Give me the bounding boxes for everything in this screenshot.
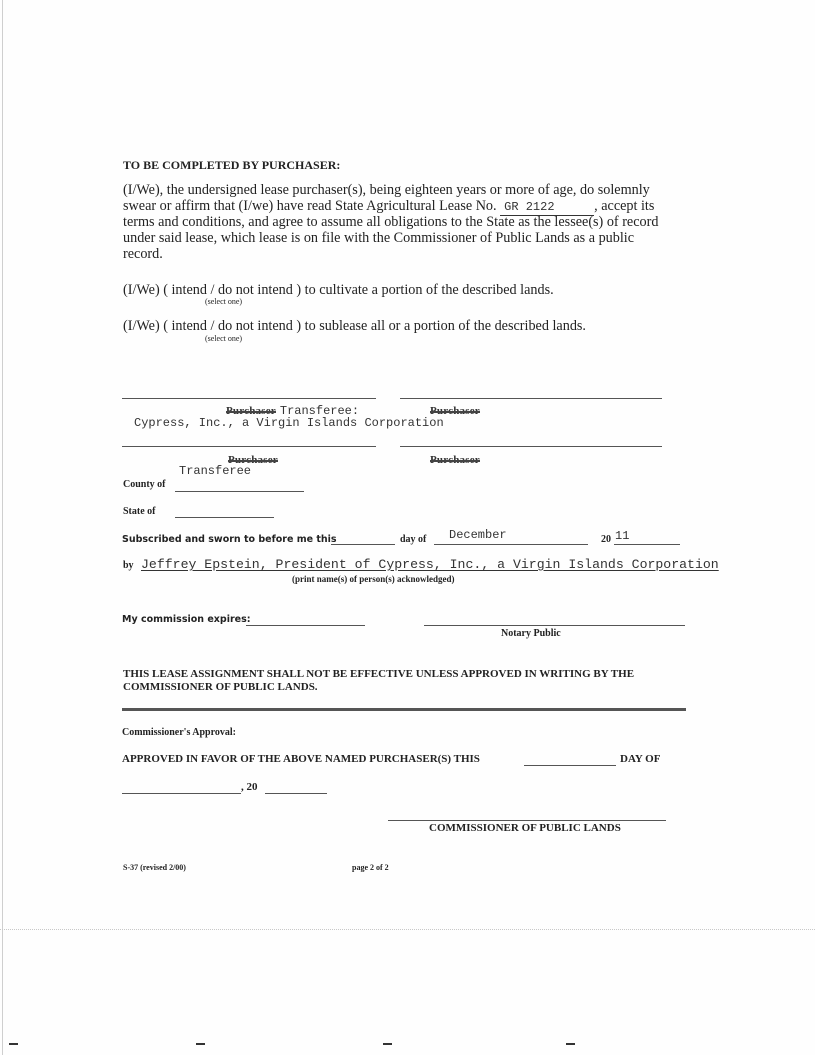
scan-mark [9,1043,18,1045]
section-divider [122,708,686,711]
scan-edge [2,0,3,1055]
transferee-company: Cypress, Inc., a Virgin Islands Corporation [134,416,444,430]
oath-line-3: terms and conditions, and agree to assume all obligations to the State as the lessee(s) of record [123,214,659,230]
commissioner-approval-label: Commissioner's Approval: [122,727,236,738]
signature-line-4[interactable] [400,446,662,447]
state-label: State of [123,506,156,517]
day-field[interactable] [331,544,395,545]
oath-line-2-post: , accept its [594,198,655,214]
scan-mark [566,1043,575,1045]
signature-line-1[interactable] [122,398,376,399]
oath-line-1: (I/We), the undersigned lease purchaser(s), being eighteen years or more of age, do solemnly [123,182,650,198]
warning-line-2: COMMISSIONER OF PUBLIC LANDS. [123,681,318,693]
approval-day-of: DAY OF [620,753,661,765]
approval-month-field[interactable] [122,793,241,794]
scan-mark [383,1043,392,1045]
oath-line-5: record. [123,246,163,262]
page-number: page 2 of 2 [352,863,389,872]
oath-line-4: under said lease, which lease is on file with the Commissioner of Public Lands as a public [123,230,635,246]
year-field[interactable] [614,544,680,545]
section-heading: TO BE COMPLETED BY PURCHASER: [123,158,341,172]
print-name-note: (print name(s) of person(s) acknowledged) [292,574,455,584]
warning-line-1: THIS LEASE ASSIGNMENT SHALL NOT BE EFFECTIVE UNLESS APPROVED IN WRITING BY THE [123,668,635,680]
notary-public-label: Notary Public [501,628,561,639]
signature-line-3[interactable] [122,446,376,447]
month-value: December [449,528,507,542]
form-id: S-37 (revised 2/00) [123,863,186,872]
struck-purchaser-label: Purchaser [430,405,480,417]
scan-artifact-line [0,929,815,930]
transferee-label: Transferee: [279,404,360,418]
year-suffix: 11 [615,529,630,543]
month-field[interactable] [434,544,588,545]
commissioner-signature-line[interactable] [388,820,666,821]
sublease-select-note: (select one) [205,334,243,343]
county-field[interactable] [175,491,304,492]
commission-expires-field[interactable] [246,625,365,626]
signature-label-4 [430,450,480,468]
approval-year-prefix: , 20 [241,781,258,793]
lease-number-field[interactable]: GR 2122 [500,199,594,216]
notary-signature-line[interactable] [424,625,685,626]
commissioner-label: COMMISSIONER OF PUBLIC LANDS [429,822,621,834]
county-label: County of [123,479,166,490]
scan-mark [196,1043,205,1045]
approval-year-field[interactable] [265,793,327,794]
sublease-statement[interactable]: (I/We) ( intend / do not intend ) to sublease all or a portion of the described lands. [123,318,586,334]
struck-purchaser-label: Purchaser [228,454,278,466]
transferee-label-2: Transferee [179,464,252,478]
approved-statement: APPROVED IN FAVOR OF THE ABOVE NAMED PURCHASER(S) THIS [122,753,480,765]
signature-line-2[interactable] [400,398,662,399]
state-field[interactable] [175,517,274,518]
acknowledged-name[interactable]: Jeffrey Epstein, President of Cypress, Inc., a Virgin Islands Corporation [141,557,719,572]
struck-purchaser-label: Purchaser [226,405,276,417]
oath-line-2-pre: swear or affirm that (I/we) have read State Agricultural Lease No. [123,198,497,214]
day-of-label: day of [400,534,427,545]
cultivate-statement[interactable]: (I/We) ( intend / do not intend ) to cultivate a portion of the described lands. [123,282,554,298]
struck-purchaser-label: Purchaser [430,454,480,466]
subscribed-label: Subscribed and sworn to before me this [122,534,337,545]
year-prefix: 20 [601,534,611,545]
commission-expires-label: My commission expires: [122,614,251,625]
by-label: by [123,560,134,571]
approval-day-field[interactable] [524,765,616,766]
cultivate-select-note: (select one) [205,297,243,306]
